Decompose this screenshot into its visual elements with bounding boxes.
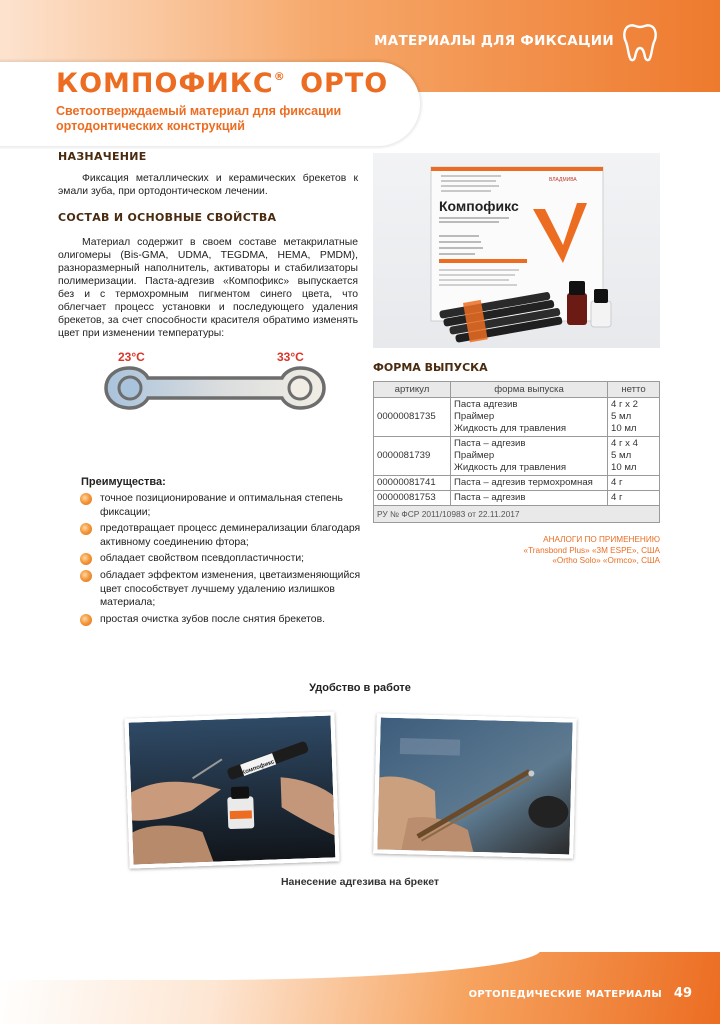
product-name: КОМПОФИКС: [56, 68, 274, 99]
page-number: 49: [673, 986, 692, 1001]
analogs-line: «Ortho Solo» «Ormco», США: [552, 556, 660, 565]
registered-mark: ®: [273, 70, 286, 83]
advantages-title: Преимущества:: [81, 476, 166, 488]
form-cell: Паста – адгезив термохромная: [451, 476, 608, 491]
release-heading: ФОРМА ВЫПУСКА: [373, 361, 488, 374]
product-photo: [373, 153, 660, 348]
release-table: [373, 381, 660, 523]
footer-section: ОРТОПЕДИЧЕСКИЕ МАТЕРИАЛЫ: [468, 989, 662, 1000]
hot-temp-label: 33°С: [277, 350, 304, 364]
syringe-label: Компофикс: [241, 759, 276, 777]
gallery-title: Удобство в работе: [309, 682, 411, 694]
photo-adhesive-application: [124, 711, 339, 868]
net-cell: 4 г х 2 5 мл 10 мл: [608, 398, 660, 437]
box-brand: Компофикс: [439, 198, 519, 214]
product-box-image: [373, 153, 660, 348]
bullet-icon: [80, 523, 92, 535]
advantage-item: простая очистка зубов после снятия брекетов.: [80, 613, 370, 627]
thermochromic-diagram: [100, 348, 330, 428]
bullet-icon: [80, 570, 92, 582]
box-maker: ВЛАДМИВА: [549, 177, 577, 183]
purpose-text: Фиксация металлических и керамических брекетов к эмали зуба, при ортодонтическом лечении.: [58, 173, 358, 197]
advantage-item: обладает свойством псевдопластичности;: [80, 552, 370, 566]
form-cell: Паста адгезив Праймер Жидкость для травления: [451, 398, 608, 437]
subtitle-line: Светоотверждаемый материал для фиксации: [56, 104, 342, 118]
section-title: МАТЕРИАЛЫ ДЛЯ ФИКСАЦИИ: [374, 33, 614, 49]
registration-row: [374, 506, 660, 523]
bullet-icon: [80, 493, 92, 505]
advantages-list: [80, 492, 370, 629]
table-row: [374, 476, 660, 491]
column-header: нетто: [608, 382, 660, 398]
tooth-icon: [622, 22, 658, 62]
bullet-icon: [80, 553, 92, 565]
analogs-title: АНАЛОГИ ПО ПРИМЕНЕНИЮ: [543, 535, 660, 544]
column-header: артикул: [374, 382, 451, 398]
composition-text: Материал содержит в своем составе метакрилатные олигомеры (Bis-GMA, UDMA, TEGDMA, HEMA, PMDM), разноразмерный наполнитель, активаторы и стабилизаторы полимеризации. Паста-адгезив «Компофикс» выпускается без и с термохромным пигментом синего цвета, что облегчает процесс установки и последующего удаления брекетов, за счет способности красителя обратимо изменять цвет при изменении температуры:: [58, 237, 358, 339]
analogs-note: [524, 535, 660, 567]
cold-temp-label: 23°С: [118, 350, 145, 364]
article-cell: 0000081739: [374, 437, 451, 476]
photo-bracket-placement: [373, 713, 577, 858]
column-header: форма выпуска: [451, 382, 608, 398]
advantage-item: предотвращает процесс деминерализации благодаря активному соединению фтора;: [80, 522, 370, 549]
net-cell: 4 г: [608, 491, 660, 506]
product-subtitle: [56, 104, 416, 134]
registration-note: РУ № ФСР 2011/10983 от 22.11.2017: [374, 506, 660, 523]
gallery-caption: Нанесение адгезива на брекет: [280, 876, 440, 888]
product-suffix: ОРТО: [300, 68, 389, 99]
table-row: [374, 398, 660, 437]
composition-heading: СОСТАВ И ОСНОВНЫЕ СВОЙСТВА: [58, 211, 277, 224]
net-cell: 4 г: [608, 476, 660, 491]
purpose-heading: НАЗНАЧЕНИЕ: [58, 150, 147, 163]
analogs-line: «Transbond Plus» «3M ESPE», США: [523, 545, 660, 555]
product-title: [56, 68, 388, 99]
table-header-row: [374, 382, 660, 398]
net-cell: 4 г х 4 5 мл 10 мл: [608, 437, 660, 476]
form-cell: Паста – адгезив: [451, 491, 608, 506]
subtitle-line: ортодонтических конструкций: [56, 119, 245, 133]
article-cell: 00000081735: [374, 398, 451, 437]
advantage-item: точное позиционирование и оптимальная степень фиксации;: [80, 492, 370, 519]
table-row: [374, 491, 660, 506]
article-cell: 00000081741: [374, 476, 451, 491]
advantage-item: обладает эффектом изменения, цветаизменяющийся цвет способствует лучшему удалению излишков материала;: [80, 569, 370, 610]
bullet-icon: [80, 614, 92, 626]
table-row: [374, 437, 660, 476]
article-cell: 00000081753: [374, 491, 451, 506]
form-cell: Паста – адгезив Праймер Жидкость для травления: [451, 437, 608, 476]
